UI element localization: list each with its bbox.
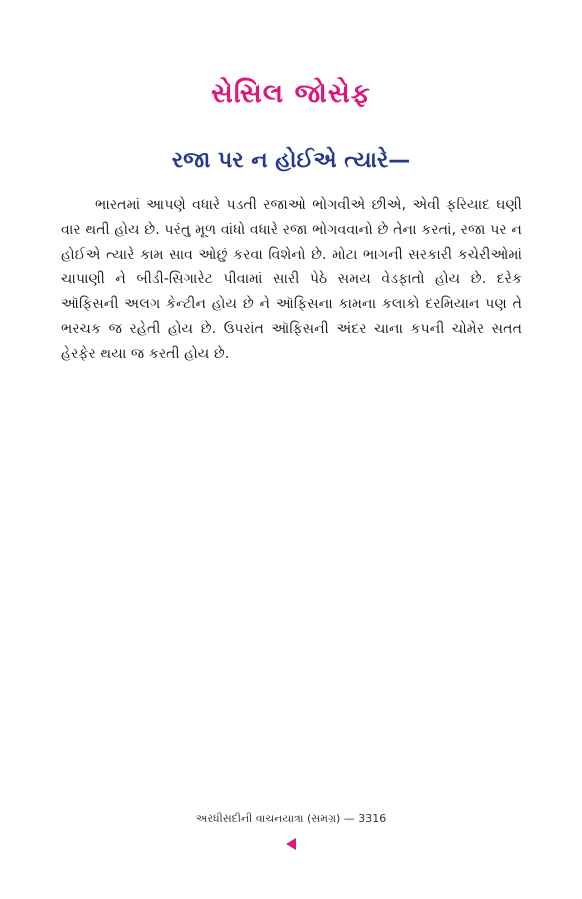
article-body: ભારતમાં આપણે વધારે પડતી રજાઓ ભોગવીએ છીએ, એવી ફરિયાદ ઘણી વાર થતી હોય છે. પરંતુ મૂળ વાંધો વધારે રજા ભોગવવાનો છે તેના કરતાં, રજા પર ન હોઈએ ત્યારે કામ સાવ ઓછું કરવા વિશેનો છે. મોટા ભાગની સરકારી કચેરીઓમાં ચાપાણી ને બીડી-સિગારેટ પીવામાં સારી પેઠે સમય વેડફાતો હોય છે. દરેક ઑફિસની અલગ કેન્ટીન હોય છે ને ઑફિસના કામના કલાકો દરમિયાન પણ તે ભરચક જ રહેતી હોય છે. ઉપરાંત ઑફિસની અંદર ચાના કપની ચોમેર સતત હેરફેર થયા જ કરતી હોય છે. [61,197,522,362]
article-title: રજા પર ન હોઈએ ત્યારે— [171,148,411,173]
page-footer: અરધીસદીની વાચનયાત્રા (સમગ્ર) — 3316 [195,812,387,825]
author-name: સેસિલ જોસેફ [210,78,372,109]
previous-page-button[interactable] [283,836,299,852]
triangle-left-icon [286,838,296,850]
